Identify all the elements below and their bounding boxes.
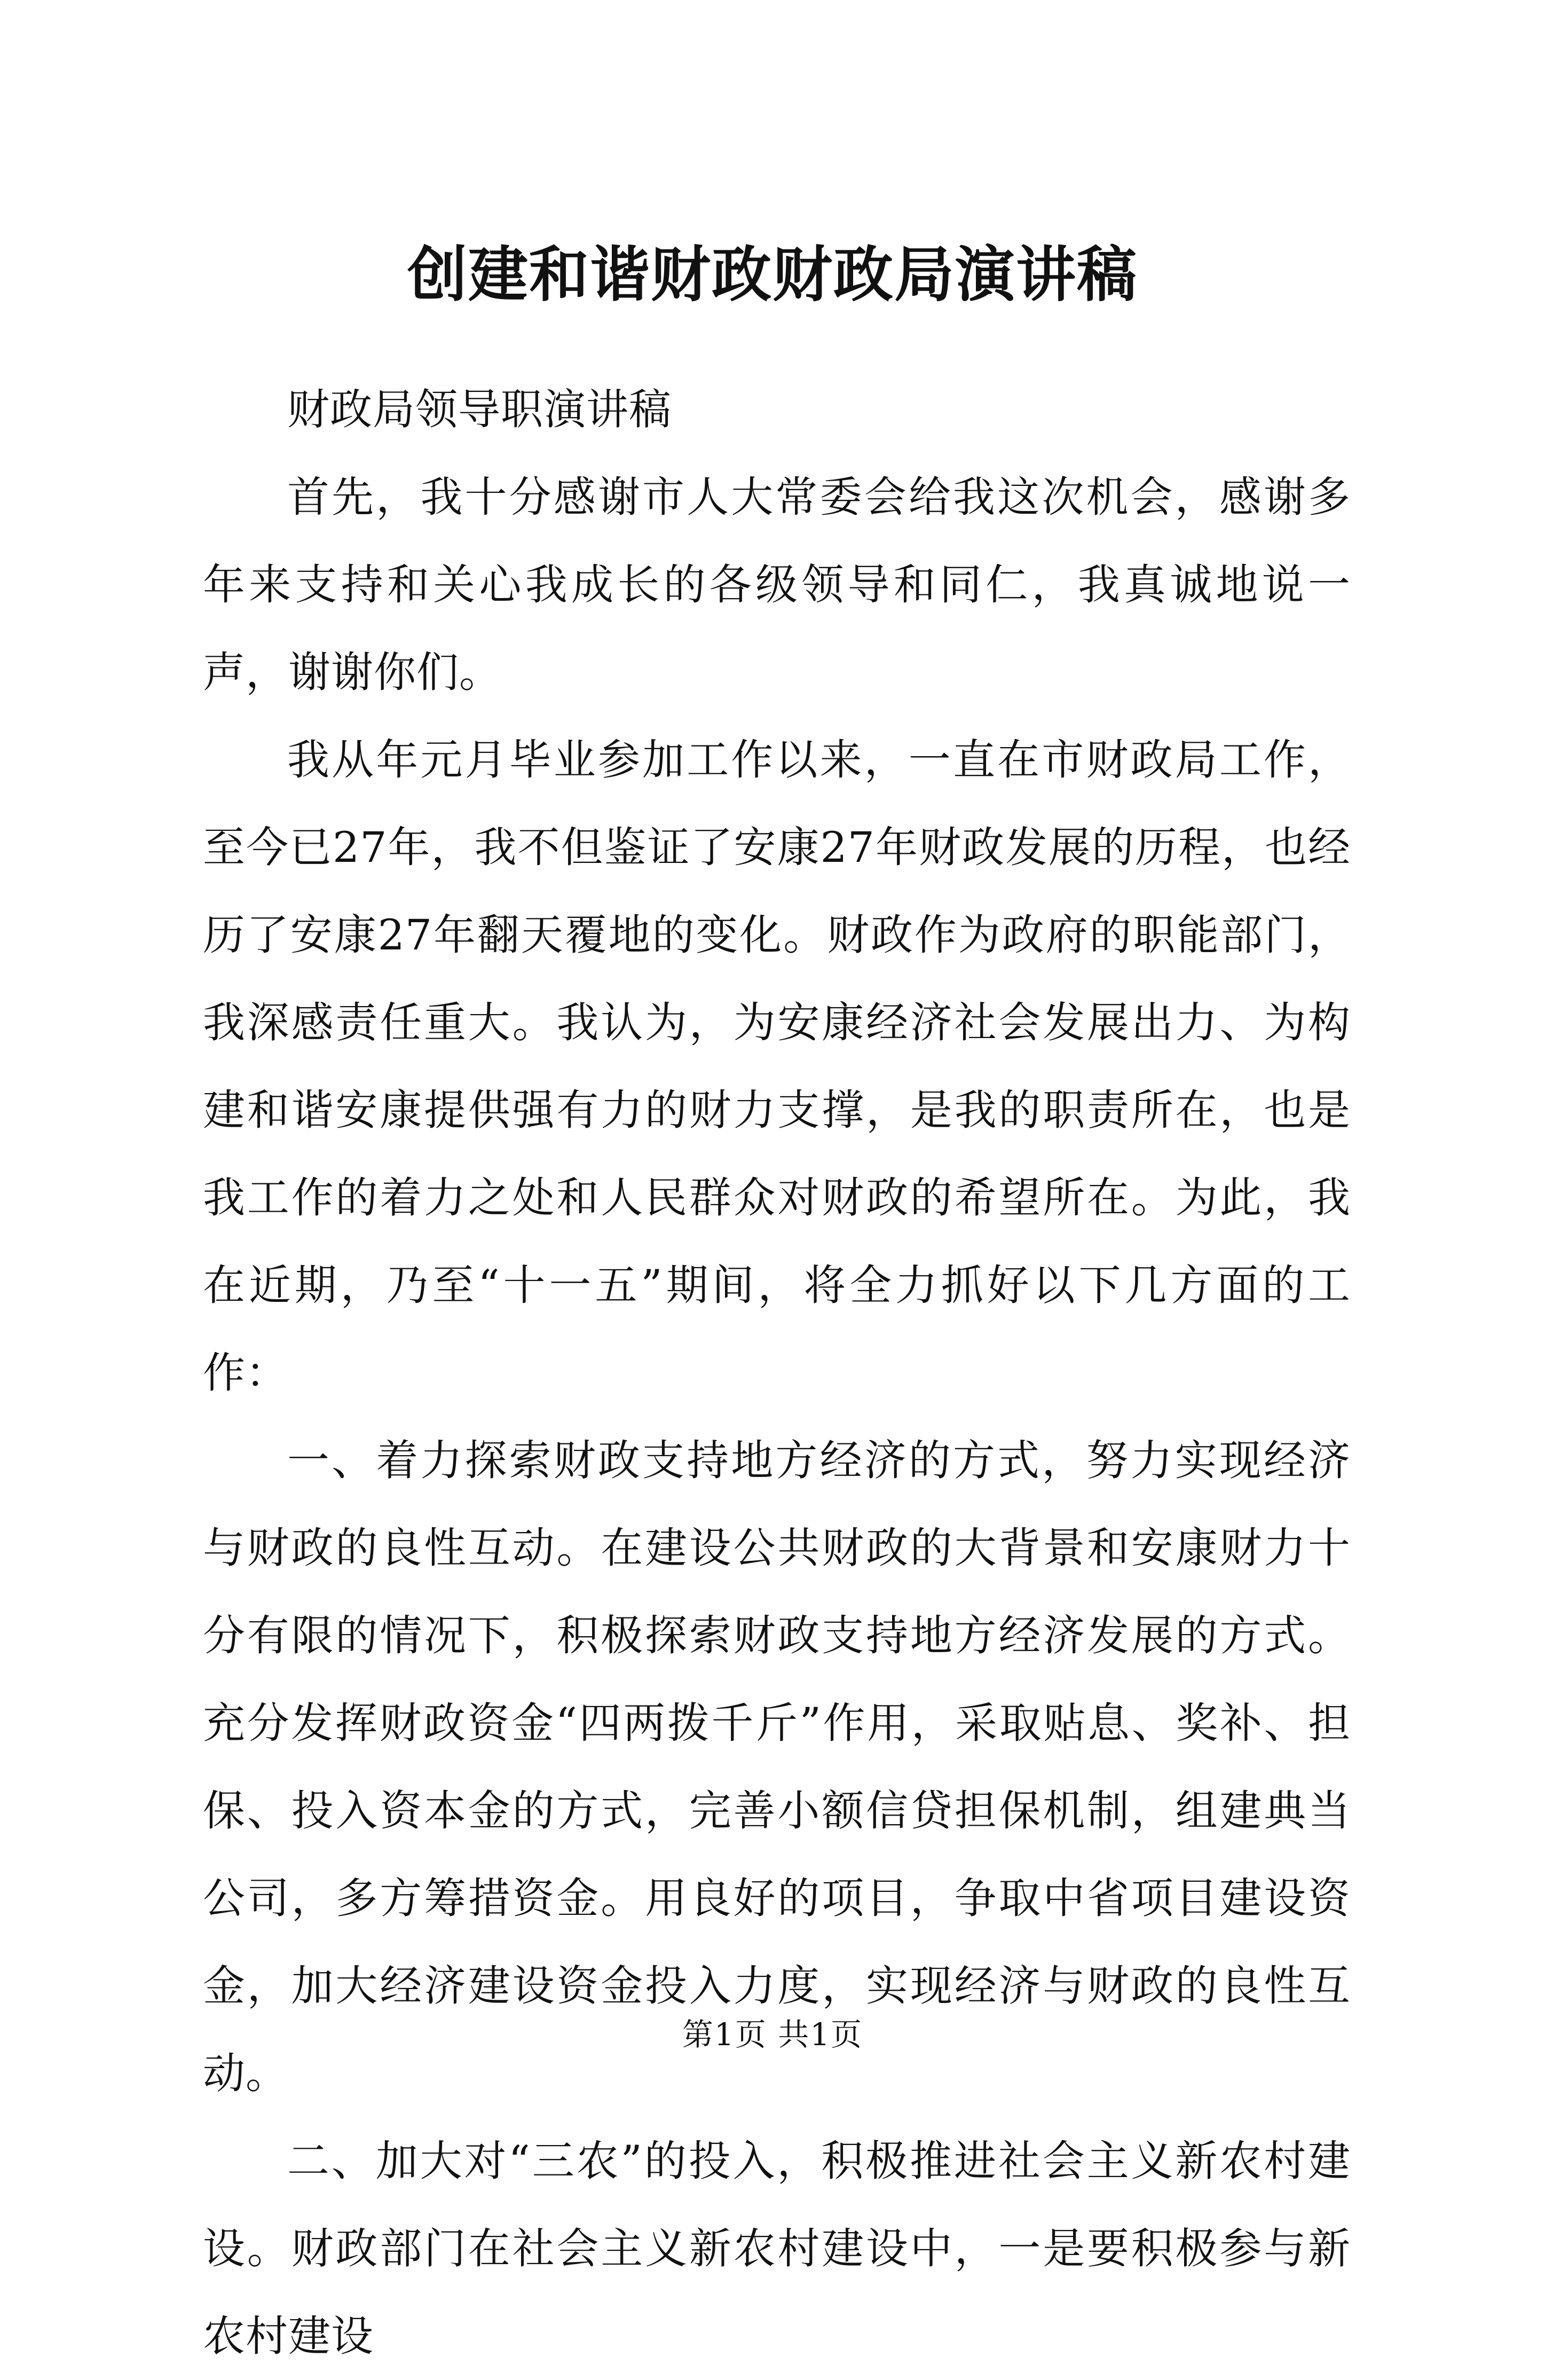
paragraph-point-two: 二、加大对“三农”的投入，积极推进社会主义新农村建设。财政部门在社会主义新农村建设中，一是要积极参与新农村建设 bbox=[203, 2136, 1351, 2361]
paragraph-thanks: 首先，我十分感谢市人大常委会给我这次机会，感谢多年来支持和关心我成长的各级领导和同仁，我真诚地说一声，谢谢你们。 bbox=[203, 473, 1351, 697]
document-title: 创建和谐财政财政局演讲稿 bbox=[407, 240, 1138, 310]
paragraph-subtitle: 财政局领导职演讲稿 bbox=[287, 385, 672, 434]
page-number-footer: 第1页 共1页 bbox=[682, 2016, 863, 2053]
paragraph-point-one: 一、着力探索财政支持地方经济的方式，努力实现经济与财政的良性互动。在建设公共财政的大背景和安康财力十分有限的情况下，积极探索财政支持地方经济发展的方式。充分发挥财政资金“四两拨千斤”作用，采取贴息、奖补、担保、投入资本金的方式，完善小额信贷担保机制，组建典当公司，多方筹措资金。用良好的项目，争取中省项目建设资金，加大经济建设资金投入力度，实现经济与财政的良性互动。 bbox=[203, 1436, 1351, 2098]
paragraph-career: 我从年元月毕业参加工作以来，一直在市财政局工作，至今已27年，我不但鉴证了安康27年财政发展的历程，也经历了安康27年翻天覆地的变化。财政作为政府的职能部门，我深感责任重大。我认为，为安康经济社会发展出力、为构建和谐安康提供强有力的财力支撑，是我的职责所在，也是我工作的着力之处和人民群众对财政的希望所在。为此，我在近期，乃至“十一五”期间，将全力抓好以下几方面的工作： bbox=[203, 735, 1351, 1397]
document-body bbox=[203, 366, 1351, 2380]
